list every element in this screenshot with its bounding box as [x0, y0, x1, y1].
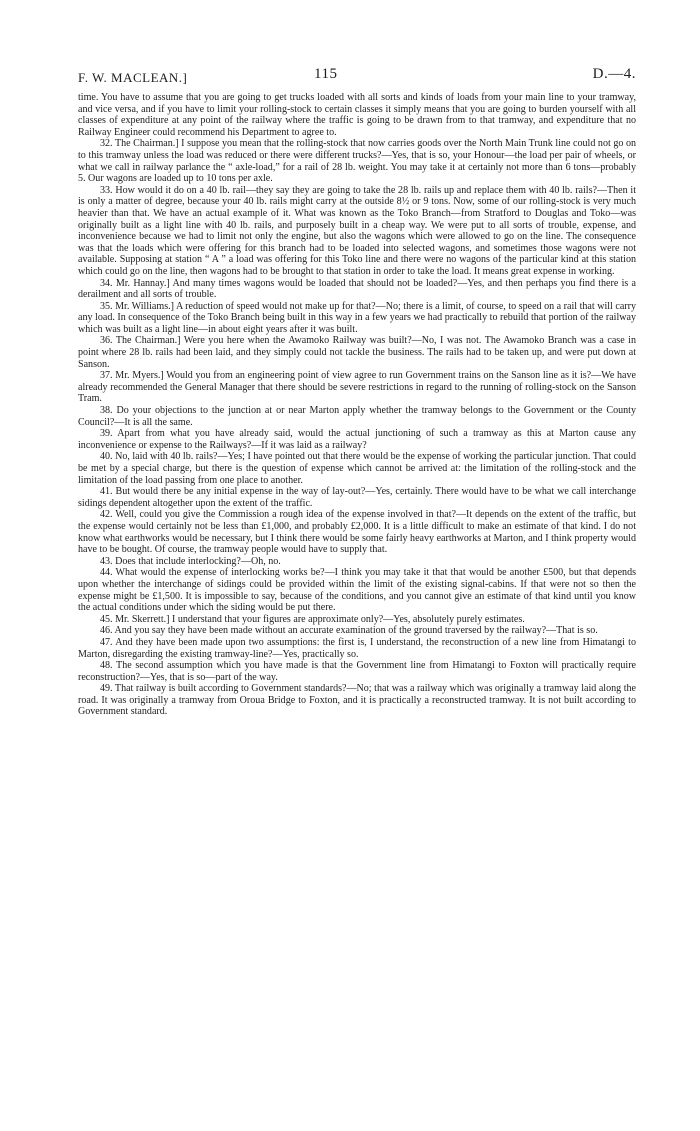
paragraph: 44. What would the expense of interlocking works be?—I think you may take it that that would be another £500, but that depends upon whether the interchange of sidings could be provided within the limit of the existing signal-cabins. If that were not so then the expense might be £1,500. It is impossible to say, because of the conditions, and you cannot give an estimate of that kind until you know the actual conditions under which the siding would be put there. [78, 567, 636, 614]
document-page [78, 62, 636, 718]
paragraph: 43. Does that include interlocking?—Oh, no. [100, 555, 281, 567]
paragraph: 35. Mr. Williams.] A reduction of speed would not make up for that?—No; there is a limit, of course, to speed on a rail that will carry any load. In consequence of the Toko Branch being built in this way in a few years we had practically to rebuild that portion of the railway which was built as a light line—in about eight years after it was built. [78, 300, 636, 335]
page-number: 115 [314, 66, 338, 82]
paragraph: 48. The second assumption which you have made is that the Government line from Himatangi to Foxton will practically require reconstruction?—Yes, that is so—part of the way. [78, 660, 636, 683]
paragraph: 34. Mr. Hannay.] And many times wagons would be loaded that should not be loaded?—Yes, and then perhaps you find there is a derailment and all sorts of trouble. [78, 277, 636, 301]
paragraph: 42. Well, could you give the Commission a rough idea of the expense involved in that?—It depends on the extent of the traffic, but the expense would certainly not be less than £1,000, and probably £2,000. It is a little difficult to make an estimate of that kind. I do not know what earthworks would be necessary, but I think there would be some fairly heavy earthworks at Marton, and I think property would have to be bought. Of course, the tramway people would have to supply that. [78, 509, 636, 556]
paragraph: 38. Do your objections to the junction at or near Marton apply whether the tramway belongs to the Government or the County Council?—It is all the same. [78, 405, 636, 428]
paragraph: time. You have to assume that you are going to get trucks loaded with all sorts and kinds of loads from your main line to your tramway, and vice versa, and if you have to limit your rolling-stock to certain classes it simply means that you are going to burden yourself with all classes of expenditure at any point of the railway where the traffic is going to be drawn from to that tramway, and expenditure that no Railway Engineer could recommend his Department to agree to. [78, 92, 636, 138]
paragraph: 39. Apart from what you have already said, would the actual junctioning of such a tramway as this at Marton cause any inconvenience or expense to the Railways?—If it was laid as a railway? [78, 428, 636, 451]
paragraph: 45. Mr. Skerrett.] I understand that your figures are approximate only?—Yes, absolutely purely estimates. [100, 613, 525, 625]
paragraph: 41. But would there be any initial expense in the way of lay-out?—Yes, certainly. There would have to be what we call interchange sidings dependent altogether upon the extent of the traffic. [78, 486, 636, 509]
paragraph: 40. No, laid with 40 lb. rails?—Yes; I have pointed out that there would be the expense of working the particular junction. That could be met by a special charge, but there is the question of expense which cannot be arrived at: the limitation of the rolling-stock and the limitation of the load passing from one place to another. [78, 451, 636, 486]
paragraph: 49. That railway is built according to Government standards?—No; that was a railway which was originally a tramway laid along the road. It was originally a tramway from Oroua Bridge to Foxton, and it is practically a reconstructed tramway. It is not built according to Government standard. [78, 683, 636, 718]
transcript-body [78, 92, 636, 718]
paragraph: 37. Mr. Myers.] Would you from an engineering point of view agree to run Government trains on the Sanson line as it is?—We have already recommended the General Manager that there should be severe restrictions in regard to the running of rolling-stock on the Sanson Tram. [78, 370, 636, 405]
paragraph: 33. How would it do on a 40 lb. rail—they say they are going to take the 28 lb. rails up and replace them with 40 lb. rails?—Then it is only a matter of degree, because your 40 lb. rails might carry at the outside 8½ or 9 tons. Now, some of our rolling-stock is very much heavier than that. We have an actual example of it. What was known as the Toko Branch—from Stratford to Douglas and Toko—was originally built as a light line with 40 lb. rails, and purposely built in a cheap way. We were put to all sorts of trouble, expense, and inconvenience because we had to limit not only the engine, but also the wagons which were allowed to go on the line. The consequence was that the loads which were offering for this branch had to be loaded into selected wagons, and sometimes those wagons were not available. Supposing at station “ A ” a load was offering for this Toko line and there were no wagons of the particular kind at this station which could go on the line, then wagons had to be brought to that station in order to take the load. It means great expense in working. [78, 184, 636, 277]
paragraph: 36. The Chairman.] Were you here when the Awamoko Railway was built?—No, I was not. The Awamoko Branch was a case in point where 28 lb. rails had been laid, and they simply could not tackle the business. The rails had to be taken up, and were put down at Sanson. [78, 335, 636, 370]
paragraph: 32. The Chairman.] I suppose you mean that the rolling-stock that now carries goods over the North Main Trunk line could not go on to this tramway unless the load was reduced or there were different trucks?—Yes, that is so, your Honour—the load per pair of wheels, or what we call in railway parlance the “ axle-load,” for a rail of 28 lb. weight. You may take it at certainly not more than 6 tons—probably 5. Our wagons are loaded up to 10 tons per axle. [78, 138, 636, 185]
paragraph: 47. And they have been made upon two assumptions: the first is, I understand, the reconstruction of a new line from Himatangi to Marton, disregarding the existing tramway-line?—Yes, practically so. [78, 636, 636, 660]
page-header [78, 62, 636, 92]
document-reference: D.—4. [592, 66, 636, 82]
witness-name: F. W. MACLEAN.] [78, 70, 188, 85]
paragraph: 46. And you say they have been made without an accurate examination of the ground traversed by the railway?—That is so. [100, 625, 598, 637]
